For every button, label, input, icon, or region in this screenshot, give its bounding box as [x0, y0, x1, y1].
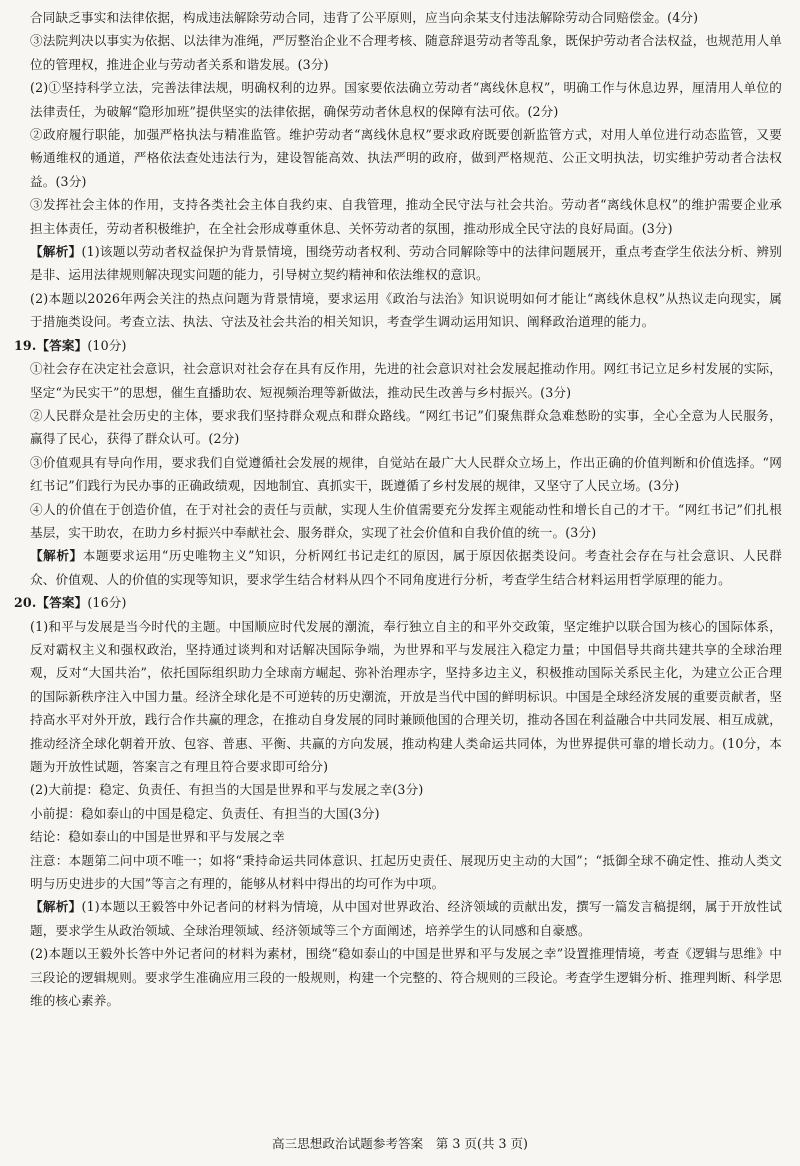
- answer-paragraph: (2)大前提：稳定、负责任、有担当的大国是世界和平与发展之幸(3分): [30, 782, 424, 798]
- answer-label: 【答案】: [36, 337, 88, 353]
- question-answer-heading: [14, 334, 782, 357]
- answer-paragraph: ①社会存在决定社会意识，社会意识对社会存在具有反作用，先进的社会意识对社会发展起推动作用。网红书记立足乡村发展的实际，坚定“为民实干”的思想，催生直播助农、短视频治理等新做法，推动民生改善与乡村振兴。(3分): [30, 361, 782, 400]
- analysis-paragraph: [30, 240, 782, 287]
- answer-paragraph: ④人的价值在于创造价值，在于对社会的责任与贡献，实现人生价值需要充分发挥主观能动性和增长自己的才干。“网红书记”们扎根基层，实干助农，在助力乡村振兴中奉献社会、服务群众，实现了社会价值和自我价值的统一。(3分): [30, 501, 782, 540]
- answer-paragraph: ②人民群众是社会历史的主体，要求我们坚持群众观点和群众路线。“网红书记”们聚焦群众急难愁盼的实事，全心全意为人民服务，赢得了民心，获得了群众认可。(2分): [30, 407, 782, 447]
- question-number: 19.: [14, 337, 37, 353]
- score-text: (10分): [87, 337, 127, 353]
- answer-paragraph: (2)本题以2026年两会关注的热点问题为背景情境，要求运用《政治与法治》知识说明如何才能让“离线休息权”从热议走向现实，属于措施类设问。考查立法、执法、守法及社会共治的相关知识，考查学生调动运用知识、阐释政治道理的能力。: [30, 290, 782, 330]
- answer-paragraph: (1)和平与发展是当今时代的主题。中国顺应时代发展的潮流，奉行独立自主的和平外交政策，坚定维护以联合国为核心的国际体系，反对霸权主义和强权政治，坚持通过谈判和对话解决国际争端，为世界和平与发展注入稳定力量；中国倡导共商共建共享的全球治理观，反对“大国共治”，依托国际组织助力全球南方崛起、弥补治理赤字，坚持多边主义，积极推动国际关系民主化，为建立公正合理的国际新秩序注入中国力量。经济全球化是不可逆转的历史潮流，开放是当代中国的鲜明标识。中国是全球经济发展的重要贡献者，坚持高水平对外开放，践行合作共赢的理念，在推动自身发展的同时兼顾他国的合理关切，推动各国在利益融合中共同发展、相互成就，推动经济全球化朝着开放、包容、普惠、平衡、共赢的方向发展，推动构建人类命运共同体，为世界提供可靠的增长动力。(10分，本题为开放性试题，答案言之有理且符合要求即可给分): [30, 618, 782, 774]
- answer-label: 【答案】: [36, 595, 88, 611]
- answer-paragraph: 结论：稳如泰山的中国是世界和平与发展之幸: [30, 829, 285, 845]
- analysis-label: 【解析】: [30, 899, 82, 915]
- answer-body: [14, 6, 782, 1012]
- answer-paragraph: 合同缺乏事实和法律依据，构成违法解除劳动合同，违背了公平原则，应当向余某支付违法解除劳动合同赔偿金。(4分): [30, 10, 699, 25]
- answer-paragraph: ③发挥社会主体的作用，支持各类社会主体自我约束、自我管理，推动全民守法与社会共治。劳动者“离线休息权”的维护需要企业承担主体责任，劳动者积极维护，在全社会形成尊重休息、关怀劳动者的氛围，推动形成全民守法的良好局面。(3分): [30, 197, 782, 236]
- answer-paragraph: ②政府履行职能，加强严格执法与精准监管。维护劳动者“离线休息权”要求政府既要创新监管方式，对用人单位进行动态监管，又要畅通维权的通道，严格依法查处违法行为，建设智能高效、执法严明的政府，做到严格规范、公正文明执法，切实维护劳动者合法权益。(3分): [30, 127, 782, 189]
- answer-paragraph: (2)本题以王毅外长答中外记者问的材料为素材，围绕“稳如泰山的中国是世界和平与发展之幸”设置推理情境，考查《逻辑与思维》中三段论的逻辑规则。要求学生准确应用三段的一般规则，构建一个完整的、符合规则的三段论。考查学生逻辑分析、推理判断、科学思维的核心素养。: [30, 946, 782, 1009]
- answer-paragraph: (2)①坚持科学立法，完善法律法规，明确权利的边界。国家要依法确立劳动者“离线休息权”，明确工作与休息边界，厘清用人单位的法律责任，为破解“隐形加班”提供坚实的法律依据，确保劳动者休息权的保障有法可依。(2分): [30, 80, 782, 119]
- score-text: (16分): [87, 595, 127, 611]
- answer-paragraph: 注意：本题第二问中项不唯一；如将“秉持命运共同体意识、扛起历史责任、展现历史主动的大国”；“抵御全球不确定性、推动人类文明与历史进步的大国”等言之有理的，能够从材料中得出的均可作为中项。: [30, 852, 782, 892]
- answer-paragraph: ③价值观具有导向作用，要求我们自觉遵循社会发展的规律，自觉站在最广大人民群众立场上，作出正确的价值判断和价值选择。“网红书记”们践行为民办事的正确政绩观，因地制宜、真抓实干，既遵循了乡村发展的规律，又坚守了人民立场。(3分): [30, 454, 782, 494]
- analysis-text: (1)该题以劳动者权益保护为背景情境，围绕劳动者权利、劳动合同解除等中的法律问题展开，重点考查学生依法分析、辨别是非、运用法律规则解决现实问题的能力，引导树立契约精神和依法维权的意识。: [30, 244, 782, 283]
- answer-paragraph: 小前提：稳如泰山的中国是稳定、负责任、有担当的大国(3分): [30, 805, 380, 821]
- question-number: 20.: [14, 595, 37, 611]
- analysis-label: 【解析】: [30, 548, 83, 564]
- answer-paragraph: ③法院判决以事实为依据、以法律为准绳，严厉整治企业不合理考核、随意辞退劳动者等乱象，既保护劳动者合法权益，也规范用人单位的管理权，推进企业与劳动者关系和谐发展。(3分): [30, 33, 782, 72]
- analysis-label: 【解析】: [30, 244, 82, 260]
- analysis-text: (1)本题以王毅答中外记者问的材料为情境，从中国对世界政治、经济领域的贡献出发，撰写一篇发言稿提纲，属于开放性试题，要求学生从政治领域、全球治理领域、经济领域等三个方面阐述，培养学生的认同感和自豪感。: [30, 899, 782, 938]
- analysis-text: 本题要求运用“历史唯物主义”知识，分析网红书记走红的原因，属于原因依据类设问。考查社会存在与社会意识、人民群众、价值观、人的价值的实现等知识，要求学生结合材料从四个不同角度进行分析，考查学生结合材料运用哲学原理的能力。: [30, 548, 782, 587]
- question-answer-heading: [14, 591, 782, 614]
- analysis-paragraph: [30, 544, 782, 591]
- analysis-paragraph: [30, 895, 782, 942]
- page-footer: 高三思想政治试题参考答案 第 3 页(共 3 页): [272, 1136, 528, 1151]
